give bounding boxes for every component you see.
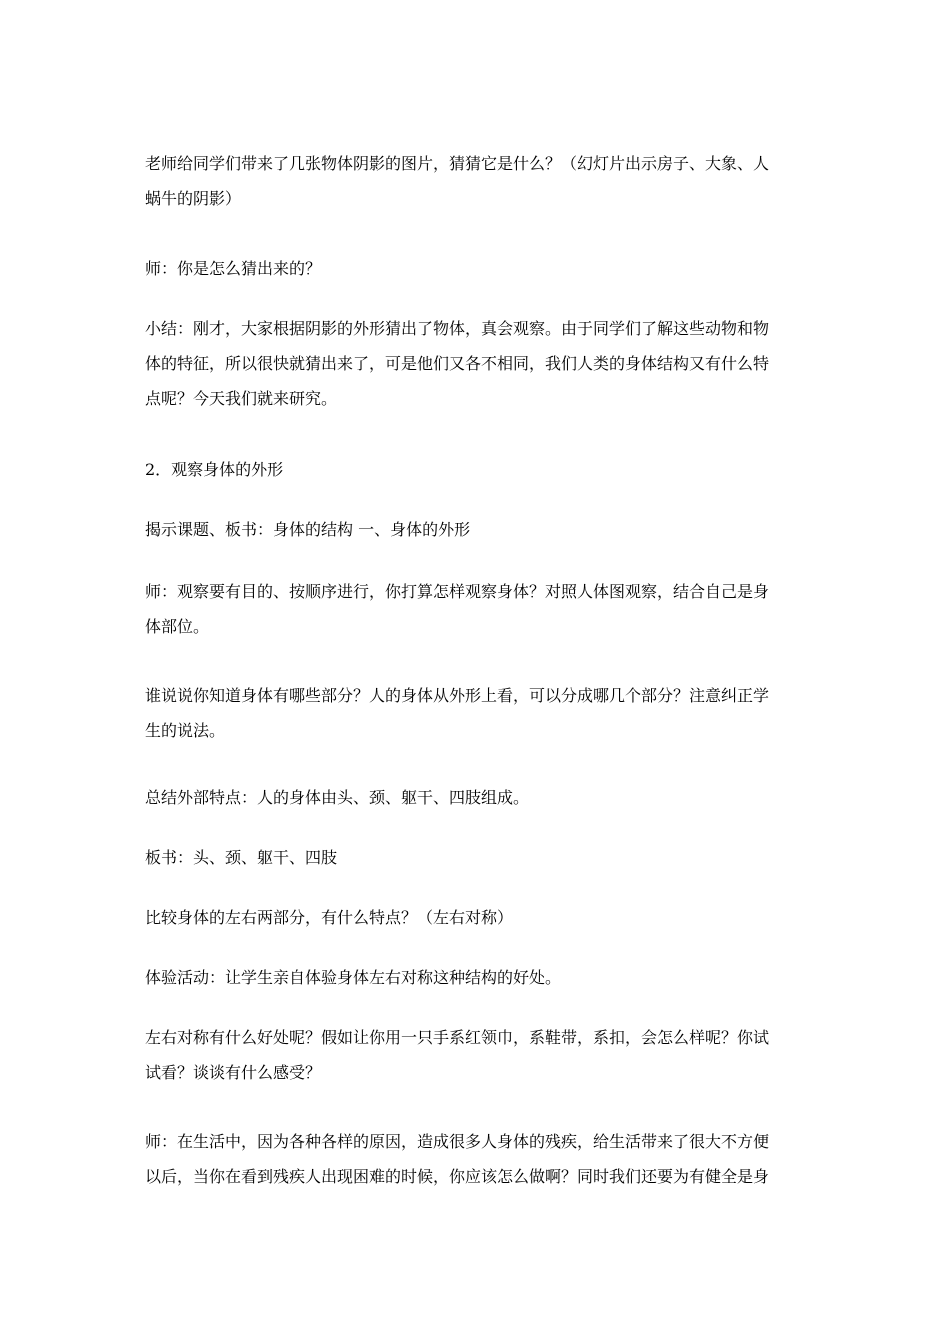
paragraph-10 bbox=[145, 900, 810, 935]
text-line: 师：你是怎么猜出来的？ bbox=[145, 259, 322, 278]
paragraph-3 bbox=[145, 311, 810, 416]
text-line: 试看？谈谈有什么感受？ bbox=[145, 1063, 322, 1082]
text-line: 比较身体的左右两部分，有什么特点？（左右对称） bbox=[145, 908, 514, 927]
paragraph-4 bbox=[145, 452, 810, 487]
text-line: 师：观察要有目的、按顺序进行，你打算怎样观察身体？对照人体图观察，结合自己是身 bbox=[145, 582, 770, 601]
text-line: 老师给同学们带来了几张物体阴影的图片，猜猜它是什么？（幻灯片出示房子、大象、人 bbox=[145, 154, 770, 173]
text-line: 体的特征，所以很快就猜出来了，可是他们又各不相同，我们人类的身体结构又有什么特 bbox=[145, 354, 770, 373]
text-line: 揭示课题、板书：身体的结构 一、身体的外形 bbox=[145, 520, 471, 539]
text-line: 左右对称有什么好处呢？假如让你用一只手系红领巾，系鞋带，系扣，会怎么样呢？你试 bbox=[145, 1028, 770, 1047]
paragraph-9 bbox=[145, 840, 810, 875]
section-heading: 2．观察身体的外形 bbox=[145, 460, 284, 479]
text-line: 体部位。 bbox=[145, 617, 210, 636]
paragraph-2 bbox=[145, 251, 810, 286]
text-line: 以后，当你在看到残疾人出现困难的时候，你应该怎么做啊？同时我们还要为有健全是身 bbox=[145, 1167, 770, 1186]
paragraph-13 bbox=[145, 1124, 810, 1194]
paragraph-5 bbox=[145, 512, 810, 547]
paragraph-8 bbox=[145, 780, 810, 815]
text-line: 板书：头、颈、躯干、四肢 bbox=[145, 848, 338, 867]
text-line: 小结：刚才，大家根据阴影的外形猜出了物体，真会观察。由于同学们了解这些动物和物 bbox=[145, 319, 770, 338]
paragraph-11 bbox=[145, 960, 810, 995]
paragraph-12 bbox=[145, 1020, 810, 1090]
text-line: 蜗牛的阴影） bbox=[145, 189, 242, 208]
text-line: 师：在生活中，因为各种各样的原因，造成很多人身体的残疾，给生活带来了很大不方便 bbox=[145, 1132, 770, 1151]
paragraph-1 bbox=[145, 146, 810, 216]
text-line: 生的说法。 bbox=[145, 721, 226, 740]
text-line: 点呢？今天我们就来研究。 bbox=[145, 389, 338, 408]
text-line: 谁说说你知道身体有哪些部分？人的身体从外形上看，可以分成哪几个部分？注意纠正学 bbox=[145, 686, 770, 705]
paragraph-7 bbox=[145, 678, 810, 748]
text-line: 体验活动：让学生亲自体验身体左右对称这种结构的好处。 bbox=[145, 968, 562, 987]
text-line: 总结外部特点：人的身体由头、颈、躯干、四肢组成。 bbox=[145, 788, 530, 807]
paragraph-6 bbox=[145, 574, 810, 644]
